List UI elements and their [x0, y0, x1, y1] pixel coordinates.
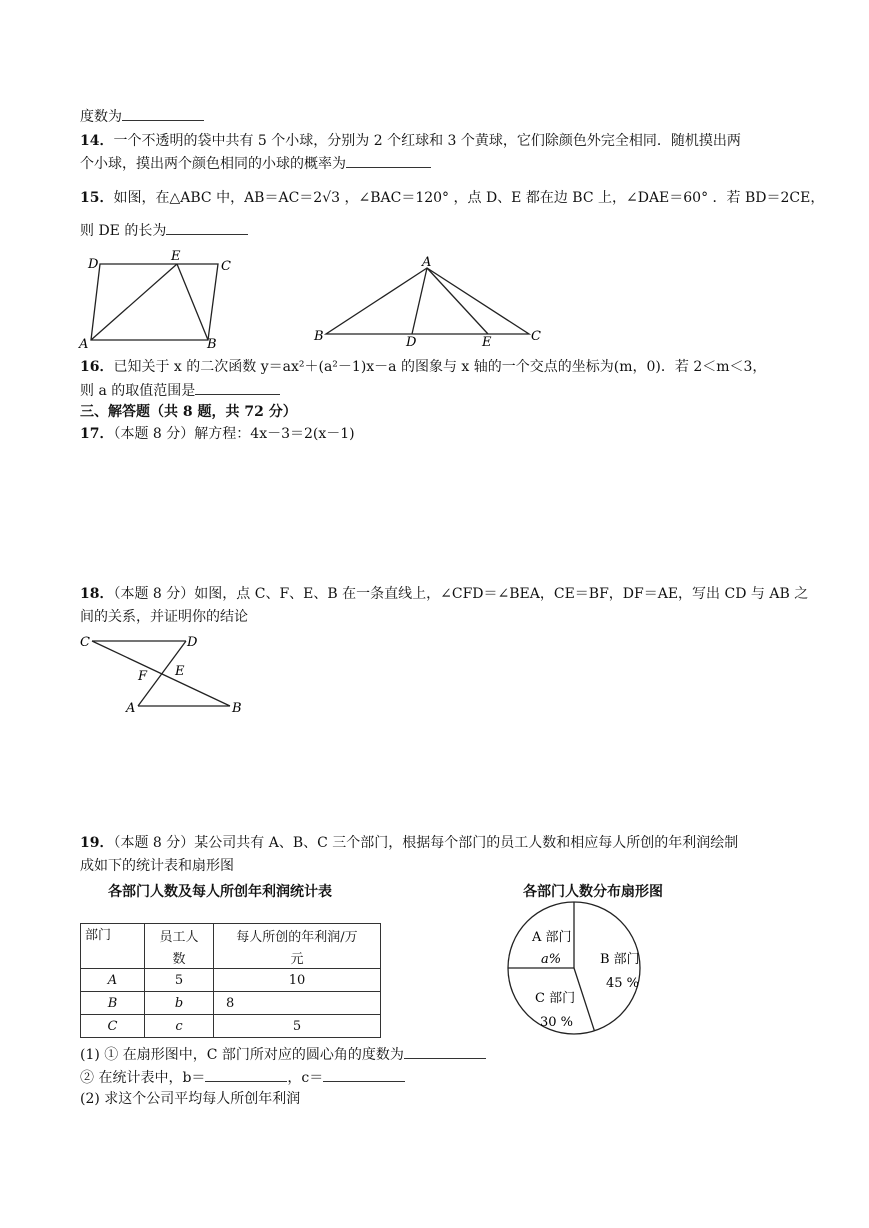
q16-text-line2: 则 a 的取值范围是 [80, 383, 196, 399]
q17-text: （本题 8 分）解方程：4x－3＝2(x－1) [113, 426, 355, 442]
table-cell: C [81, 1015, 145, 1038]
q18-text-line2: 间的关系，并证明你的结论 [80, 609, 248, 625]
label-B: B [314, 329, 324, 344]
table-cell: A [81, 969, 145, 992]
parallelogram-outline [91, 264, 218, 340]
table-header-cell: 元 [214, 946, 381, 969]
q19-sub2-text-b: ，c＝ [287, 1070, 324, 1086]
table-cell: 5 [145, 969, 214, 992]
table-header-row [81, 924, 381, 947]
label-C: C [80, 635, 90, 650]
label-B: B [232, 701, 242, 716]
table-cell: 5 [214, 1015, 381, 1038]
table-cell: B [81, 992, 145, 1015]
pie-radius-b-c [574, 968, 594, 1031]
q19-sub1 [80, 1044, 486, 1065]
table-title: 各部门人数及每人所创年利润统计表 [108, 884, 332, 900]
pie-label-c-name: C 部门 [535, 991, 576, 1006]
label-A: A [79, 337, 89, 352]
q17-line [80, 424, 355, 444]
section-title: 三、解答题（共 8 题，共 72 分） [80, 404, 297, 420]
q18-text-line1: （本题 8 分）如图，点 C、F、E、B 在一条直线上，∠CFD＝∠BEA，CE＝BF，DF＝AE，写出 CD 与 AB 之 [113, 586, 809, 602]
answer-blank-b[interactable] [205, 1067, 287, 1082]
label-D: D [187, 635, 198, 650]
q18-number: 18． [80, 586, 114, 602]
q19-text-line1: （本题 8 分）某公司共有 A、B、C 三个部门，根据每个部门的员工人数和相应每人所创的年利润绘制 [113, 835, 739, 851]
table-cell: c [145, 1015, 214, 1038]
q14-number: 14． [80, 133, 114, 149]
label-D: D [406, 335, 417, 350]
table-row [81, 969, 381, 992]
pie-title: 各部门人数分布扇形图 [523, 884, 663, 900]
table-cell: 10 [214, 969, 381, 992]
q16-line1 [80, 357, 766, 377]
pie-label-a-name: A 部门 [532, 930, 572, 945]
table-header-cell: 部门 [81, 924, 145, 969]
label-E: E [175, 664, 185, 679]
answer-blank-c[interactable] [323, 1067, 405, 1082]
label-C: C [531, 329, 541, 344]
label-A: A [422, 255, 432, 270]
segment-CB [92, 641, 230, 706]
q16-line2 [80, 380, 280, 401]
answer-blank[interactable] [404, 1044, 486, 1059]
table-header-cell: 每人所创的年利润/万 [214, 924, 381, 947]
label-B: B [207, 337, 217, 352]
table-header-cell: 员工人 [145, 924, 214, 947]
q19-number: 19． [80, 835, 114, 851]
q14-text-line1: 一个不透明的袋中共有 5 个小球，分别为 2 个红球和 3 个黄球，它们除颜色外完全相同．随机摸出两 [113, 133, 741, 149]
stats-table [80, 923, 381, 1038]
q13-tail-text: 度数为 [80, 109, 122, 125]
table-cell: 8 [214, 992, 381, 1015]
segment-EB [177, 264, 208, 340]
table-cell: b [145, 992, 214, 1015]
q19-sub2 [80, 1067, 405, 1088]
pie-label-b-name: B 部门 [600, 952, 640, 967]
q15-text-line2: 则 DE 的长为 [80, 223, 167, 239]
q19-text-line2: 成如下的统计表和扇形图 [80, 858, 234, 874]
q19-sub3-text: (2) 求这个公司平均每人所创年利润 [80, 1091, 301, 1107]
q19-line1 [80, 833, 738, 853]
table-row [81, 1015, 381, 1038]
q17-number: 17． [80, 426, 114, 442]
label-E: E [482, 335, 492, 350]
label-F: F [138, 669, 148, 684]
triangle-ABC [326, 268, 529, 334]
table-row [81, 992, 381, 1015]
q16-number: 16． [80, 359, 114, 375]
label-E: E [171, 249, 181, 264]
label-A: A [126, 701, 136, 716]
q15-number: 15． [80, 190, 114, 206]
q14-text-line2: 个小球，摸出两个颜色相同的小球的概率为 [80, 156, 346, 172]
pie-label-a-value: a% [541, 952, 562, 967]
pie-label-c-value: 30 % [540, 1015, 574, 1030]
pie-label-b-value: 45 % [606, 976, 640, 991]
pie-chart [508, 902, 640, 1034]
label-D: D [88, 257, 99, 272]
answer-blank[interactable] [195, 380, 280, 395]
q19-sub1-text: (1) ① 在扇形图中，C 部门所对应的圆心角的度数为 [80, 1047, 404, 1063]
q16-text-line1: 已知关于 x 的二次函数 y＝ax²＋(a²－1)x－a 的图象与 x 轴的一个交点的坐标为(m，0)．若 2＜m＜3， [113, 359, 767, 375]
q18-line1 [80, 584, 808, 604]
q15-text-line1: 如图，在△ABC 中，AB＝AC＝2√3 ，∠BAC＝120° ，点 D、E 都在边 BC 上，∠DAE＝60° ．若 BD＝2CE， [113, 190, 825, 206]
label-C: C [221, 259, 231, 274]
table-header-cell: 数 [145, 946, 214, 969]
segment-AE [91, 264, 177, 340]
q19-sub2-text-a: ② 在统计表中，b＝ [80, 1070, 206, 1086]
segment-AD [412, 268, 427, 334]
